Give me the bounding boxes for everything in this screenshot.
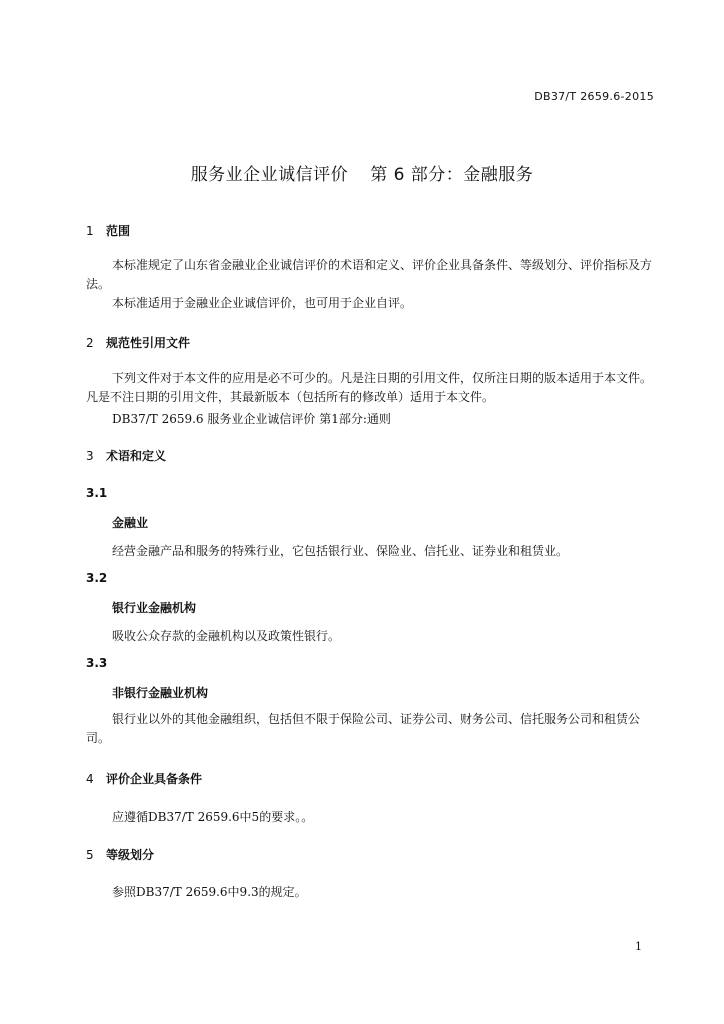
term-definition-3-3: 银行业以外的其他金融组织，包括但不限于保险公司、证券公司、财务公司、信托服务公司和租赁公司。 bbox=[86, 712, 641, 745]
term-number-3-1: 3.1 bbox=[86, 486, 108, 500]
references-paragraph: 下列文件对于本文件的应用是必不可少的。凡是注日期的引用文件，仅所注日期的版本适用于本文件。凡是不注日期的引用文件，其最新版本（包括所有的修改单）适用于本文件。 bbox=[86, 371, 653, 404]
section-heading-4 bbox=[86, 770, 202, 787]
page-title bbox=[0, 160, 724, 185]
scope-paragraph-1: 本标准规定了山东省金融业企业诚信评价的术语和定义、评价企业具备条件、等级划分、评价指标及方法。 bbox=[86, 258, 653, 291]
title-main: 服务业企业诚信评价 bbox=[190, 165, 349, 185]
term-definition-3-2: 吸收公众存款的金融机构以及政策性银行。 bbox=[112, 629, 341, 643]
section-heading-5 bbox=[86, 846, 154, 863]
section-heading-2 bbox=[86, 334, 190, 351]
section-title: 术语和定义 bbox=[106, 449, 167, 463]
term-number-3-3: 3.3 bbox=[86, 656, 108, 670]
section-title: 等级划分 bbox=[106, 848, 155, 862]
term-title-3-1: 金融业 bbox=[112, 516, 149, 530]
section-title: 规范性引用文件 bbox=[106, 336, 191, 350]
term-title-3-3: 非银行金融业机构 bbox=[112, 686, 209, 700]
conditions-paragraph: 应遵循DB37/T 2659.6中5的要求。。 bbox=[112, 810, 314, 824]
section-number: 5 bbox=[86, 848, 94, 862]
section-number: 3 bbox=[86, 449, 94, 463]
section-number: 1 bbox=[86, 224, 94, 238]
document-code: DB37/T 2659.6-2015 bbox=[534, 90, 654, 103]
grading-paragraph: 参照DB37/T 2659.6中9.3的规定。 bbox=[112, 885, 307, 899]
term-title-3-2: 银行业金融机构 bbox=[112, 601, 197, 615]
section-title: 范围 bbox=[106, 224, 131, 238]
term-number-3-2: 3.2 bbox=[86, 571, 108, 585]
term-definition-3-1: 经营金融产品和服务的特殊行业，它包括银行业、保险业、信托业、证券业和租赁业。 bbox=[112, 544, 569, 558]
section-title: 评价企业具备条件 bbox=[106, 772, 203, 786]
reference-item: DB37/T 2659.6 服务业企业诚信评价 第1部分:通则 bbox=[112, 412, 391, 426]
title-part: 第 6 部分：金融服务 bbox=[370, 165, 534, 185]
section-heading-1 bbox=[86, 222, 130, 239]
page-number: 1 bbox=[635, 940, 642, 953]
scope-paragraph-2: 本标准适用于金融业企业诚信评价，也可用于企业自评。 bbox=[112, 296, 413, 310]
section-heading-3 bbox=[86, 447, 166, 464]
section-number: 4 bbox=[86, 772, 94, 786]
section-number: 2 bbox=[86, 336, 94, 350]
